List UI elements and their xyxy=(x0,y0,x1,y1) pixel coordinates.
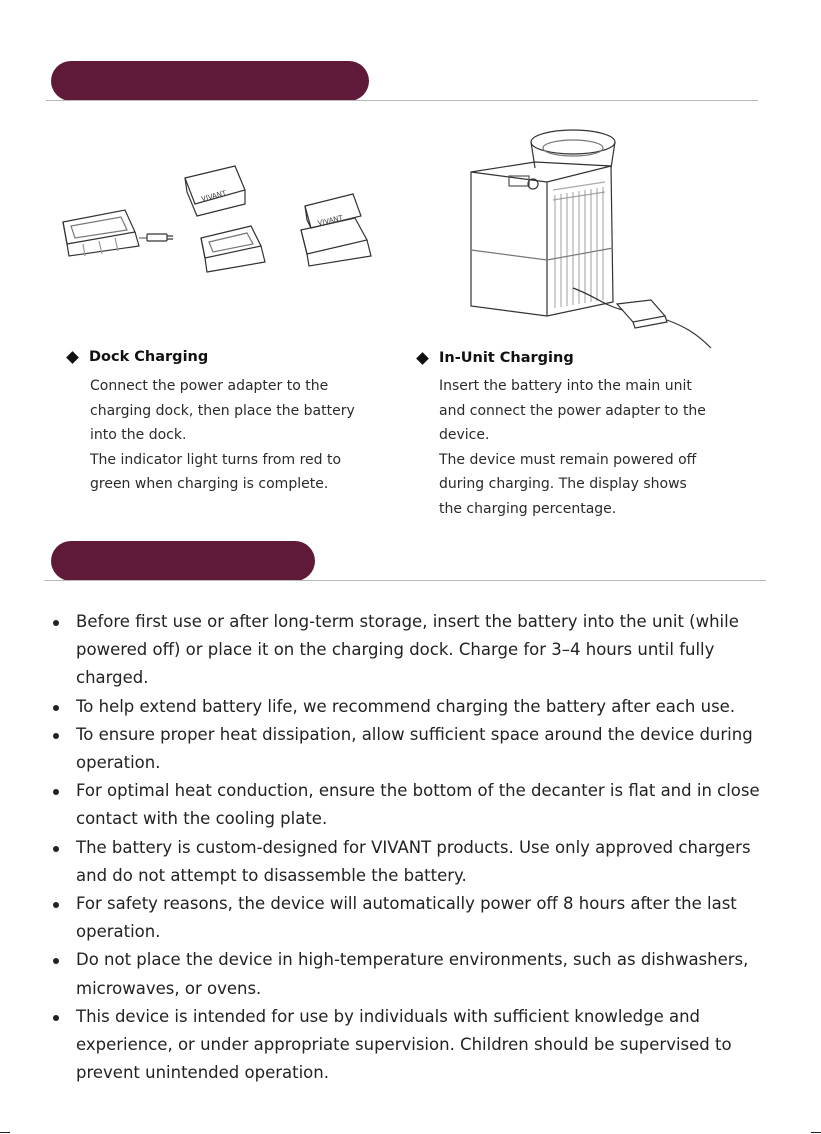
unit-line: and connect the power adapter to the xyxy=(439,402,706,419)
list-item-text: To help extend battery life, we recommend charging the battery after each use. xyxy=(76,696,736,716)
list-item xyxy=(50,890,762,946)
in-unit-charging-description xyxy=(439,374,706,521)
dock-line: charging dock, then place the battery xyxy=(90,402,355,419)
diamond-bullet-icon xyxy=(416,352,429,365)
power-adapter-icon xyxy=(573,288,711,348)
list-item xyxy=(50,946,762,1002)
main-unit-icon xyxy=(471,130,615,316)
list-item-text: For safety reasons, the device will automatically power off 8 hours after the last operation. xyxy=(76,894,737,942)
section-header-bar-notes xyxy=(51,541,315,581)
unit-line: The device must remain powered off xyxy=(439,451,697,468)
list-item-text: Before first use or after long-term storage, insert the battery into the unit (while powered off) or place it on the charging dock. Charge for 3–4 hours until fully charged. xyxy=(76,612,739,688)
power-plug-icon xyxy=(139,234,173,241)
dock-line: into the dock. xyxy=(90,427,187,443)
list-item-text: For optimal heat conduction, ensure the bottom of the decanter is flat and in close contact with the cooling plate. xyxy=(76,781,760,829)
unit-line: during charging. The display shows xyxy=(439,476,687,492)
bullet-dot-icon xyxy=(53,958,59,964)
battery-label-1: VIVANT xyxy=(200,189,228,204)
in-unit-charging-title-text: In-Unit Charging xyxy=(439,350,574,366)
bullet-dot-icon xyxy=(53,789,59,795)
battery-icon xyxy=(185,166,245,216)
list-item-text: Do not place the device in high-temperature environments, such as dishwashers, microwaves, or ovens. xyxy=(76,950,749,998)
dock-line: The indicator light turns from red to xyxy=(90,451,342,468)
list-item xyxy=(50,834,762,890)
list-item xyxy=(50,608,762,693)
empty-dock-icon xyxy=(63,210,139,256)
in-unit-charging-title xyxy=(418,350,574,366)
bullet-dot-icon xyxy=(53,846,59,852)
list-item xyxy=(50,693,762,721)
bullet-dot-icon xyxy=(53,620,59,626)
dock-charging-title-text: Dock Charging xyxy=(89,349,209,365)
section-header-bar-charging xyxy=(51,61,369,101)
bullet-dot-icon xyxy=(53,733,59,739)
battery-label-2: VIVANT xyxy=(316,213,344,228)
unit-line: Insert the battery into the main unit xyxy=(439,378,692,394)
list-item xyxy=(50,777,762,833)
in-unit-charging-illustration xyxy=(455,120,725,350)
bullet-dot-icon xyxy=(53,705,59,711)
dock-icon xyxy=(201,226,265,272)
unit-line: the charging percentage. xyxy=(439,500,617,517)
list-item xyxy=(50,721,762,777)
usage-notes-list xyxy=(50,608,762,1087)
bullet-dot-icon xyxy=(53,902,59,908)
docked-battery-icon xyxy=(301,194,371,266)
section-divider xyxy=(46,100,758,101)
list-item-text: To ensure proper heat dissipation, allow sufficient space around the device during operation. xyxy=(76,724,753,773)
diamond-bullet-icon xyxy=(66,351,79,364)
dock-line: green when charging is complete. xyxy=(90,476,329,492)
list-item-text: The battery is custom-designed for VIVANT products. Use only approved chargers and do not attempt to disassemble the battery. xyxy=(76,837,751,885)
crop-mark xyxy=(811,1132,821,1133)
dock-charging-description xyxy=(90,374,355,497)
dock-charging-illustration xyxy=(55,160,395,280)
unit-line: device. xyxy=(439,427,490,443)
bullet-dot-icon xyxy=(53,1015,59,1021)
crop-mark xyxy=(0,1132,10,1133)
section-divider xyxy=(44,580,766,581)
dock-charging-title xyxy=(68,349,208,365)
dock-line: Connect the power adapter to the xyxy=(90,378,329,394)
list-item xyxy=(50,1003,762,1088)
list-item-text: This device is intended for use by individuals with sufficient knowledge and experience, or under appropriate supervision. Children should be supervised to prevent unintended operation. xyxy=(76,1006,732,1083)
